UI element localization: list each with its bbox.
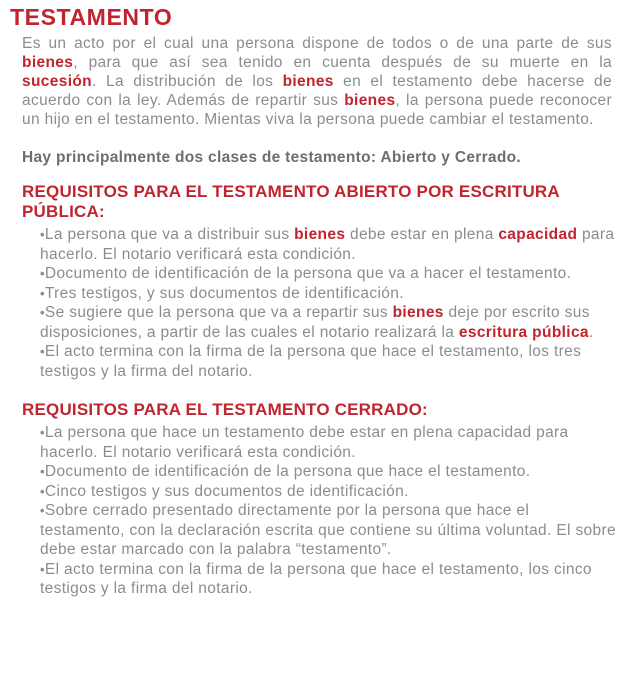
section-testamento-cerrado bbox=[10, 400, 614, 599]
section-abierto-heading: REQUISITOS PARA EL TESTAMENTO ABIERTO POR ESCRITURA PÚBLICA: bbox=[22, 182, 560, 221]
text-run: . La distribución de los bbox=[92, 73, 283, 90]
bullet-item bbox=[40, 303, 618, 342]
bullet-icon: • bbox=[40, 344, 45, 359]
bullet-item bbox=[40, 264, 618, 284]
text-run: debe estar en plena bbox=[345, 226, 499, 243]
bullet-icon: • bbox=[40, 483, 45, 499]
bullet-list-cerrado bbox=[40, 423, 618, 599]
bullet-icon: • bbox=[40, 285, 45, 301]
bullet-text bbox=[40, 226, 614, 263]
bullet-icon: • bbox=[40, 464, 45, 479]
text-run: Documento de identificación de la persona que hace el testamento. bbox=[44, 463, 531, 480]
section-cerrado-heading: REQUISITOS PARA EL TESTAMENTO CERRADO: bbox=[22, 400, 428, 419]
text-run: Cinco testigos y sus documentos de identificación. bbox=[44, 482, 409, 500]
text-run: , para que así sea tenido en cuenta después de su muerte en la bbox=[73, 54, 612, 71]
classes-subheading: Hay principalmente dos clases de testamento: Abierto y Cerrado. bbox=[22, 149, 521, 166]
text-run: Sobre cerrado presentado directamente por la persona que hace el testamento, con la declaración escrita que contiene su última voluntad. El sobre debe estar marcado con la palabra “testamento”. bbox=[40, 502, 616, 558]
bullet-item bbox=[40, 423, 618, 462]
bullet-item bbox=[40, 225, 618, 264]
bullet-text bbox=[40, 424, 569, 461]
section-testamento-abierto bbox=[10, 182, 614, 381]
highlight-term: capacidad bbox=[498, 226, 578, 243]
bullet-text bbox=[40, 561, 592, 598]
highlight-term: bienes bbox=[294, 226, 346, 243]
highlight-term: bienes bbox=[392, 304, 444, 321]
bullet-icon: • bbox=[40, 266, 45, 281]
bullet-text bbox=[45, 285, 404, 302]
highlight-term: sucesión bbox=[22, 73, 92, 90]
bullet-item bbox=[40, 482, 618, 502]
text-run: El acto termina con la firma de la persona que hace el testamento, los cinco testigos y la firma del notario. bbox=[40, 560, 592, 597]
bullet-icon: • bbox=[40, 425, 45, 440]
bullet-text bbox=[40, 343, 581, 380]
bullet-item bbox=[40, 284, 618, 304]
text-run: Documento de identificación de la persona que va a hacer el testamento. bbox=[44, 265, 572, 282]
bullet-item bbox=[40, 560, 618, 599]
highlight-term: bienes bbox=[22, 54, 74, 71]
highlight-term: escritura pública bbox=[458, 323, 589, 341]
text-run: en el testamento debe hacerse de acuerdo con la ley. Además de repartir sus bbox=[22, 73, 612, 109]
bullet-text bbox=[45, 265, 571, 282]
text-run: La persona que hace un testamento debe estar en plena capacidad para hacerlo. El notario verificará esta condición. bbox=[40, 424, 569, 461]
bullet-item bbox=[40, 501, 618, 560]
page-title: TESTAMENTO bbox=[10, 4, 173, 30]
bullet-icon: • bbox=[40, 305, 45, 320]
bullet-item bbox=[40, 462, 618, 482]
text-run: para hacerlo. El notario verificará esta condición. bbox=[40, 226, 615, 263]
bullet-icon: • bbox=[40, 227, 45, 242]
bullet-icon: • bbox=[40, 561, 45, 577]
text-run: Es un acto por el cual una persona dispone de todos o de una parte de sus bbox=[22, 35, 612, 52]
highlight-term: bienes bbox=[344, 92, 396, 109]
bullet-list-abierto bbox=[40, 225, 618, 381]
text-run: Se sugiere que la persona que va a repartir sus bbox=[44, 304, 393, 321]
text-run: , la persona puede reconocer un hijo en el testamento. Mientas viva la persona puede cambiar el testamento. bbox=[22, 92, 612, 128]
text-run: La persona que va a distribuir sus bbox=[44, 226, 295, 243]
bullet-text bbox=[45, 463, 530, 480]
highlight-term: bienes bbox=[282, 73, 334, 90]
bullet-item bbox=[40, 342, 618, 381]
bullet-icon: • bbox=[40, 503, 45, 518]
text-run: Tres testigos, y sus documentos de identificación. bbox=[44, 284, 404, 302]
text-run: . bbox=[588, 323, 594, 341]
bullet-text bbox=[45, 483, 409, 500]
text-run: El acto termina con la firma de la persona que hace el testamento, los tres testigos y la firma del notario. bbox=[40, 343, 582, 380]
bullet-text bbox=[40, 502, 616, 558]
text-run: deje por escrito sus disposiciones, a partir de las cuales el notario realizará la bbox=[40, 304, 590, 341]
intro-paragraph bbox=[22, 34, 612, 129]
bullet-text bbox=[40, 304, 594, 341]
